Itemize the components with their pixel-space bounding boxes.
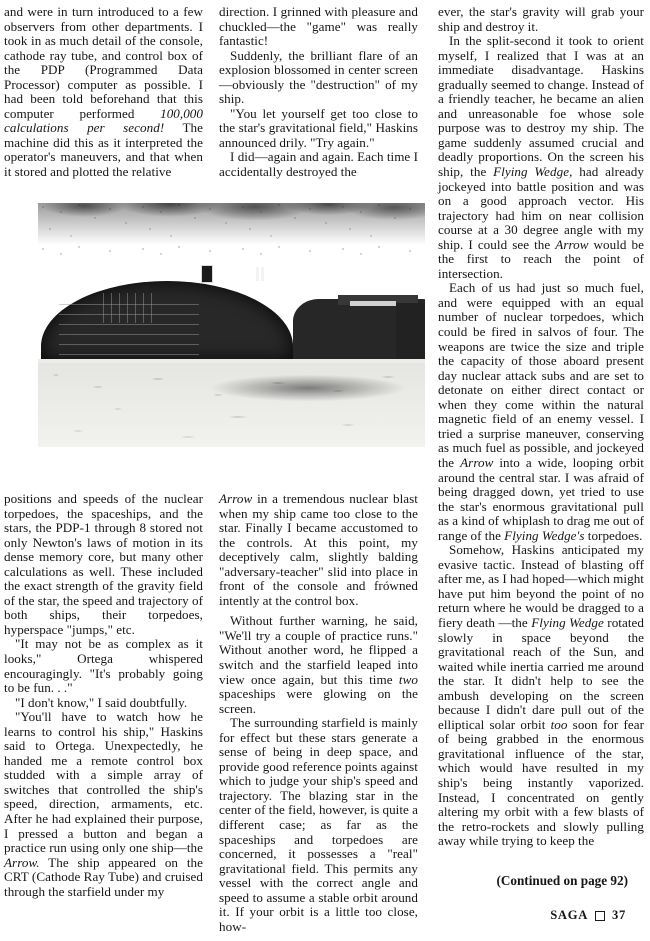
paragraph	[438, 281, 644, 543]
paragraph	[438, 543, 644, 848]
photo-standing-figures	[256, 267, 268, 281]
paragraph: "You let yourself get too close to the star's gravitational field," Haskins announced drily. "Try again."	[219, 105, 418, 150]
paragraph	[438, 34, 644, 281]
photo-entrance-door	[201, 265, 213, 283]
column-middle	[215, 0, 426, 941]
paragraph: "I don't know," I said doubtfully.	[15, 694, 188, 710]
para-text-cont: into a wide, looping orbit around the central star. I was afraid of being dragged down, yet tried to use the star's enormous gravitational pull as a kind of whiplash to drag me out of range of the	[438, 454, 644, 543]
paragraph: ever, the star's gravity will grab your ship and destroy it.	[438, 4, 644, 34]
paragraph	[4, 5, 203, 180]
paragraph: I did—again and again. Each time I accidentally destroyed the	[219, 149, 418, 180]
para-text-cont: The ship appeared on the CRT (Cathode Ray Tube) and cruised through the starfield under my	[4, 854, 203, 899]
column-left	[0, 0, 211, 941]
emphasis-arrow: Arrow	[555, 236, 589, 252]
para-text: In the split-second it took to orient myself, I realized that I was at an immediate disadvantage. Haskins gradually seemed to change. Instead of a friendly teacher, he became an alien and unreasonable foe whose sole purpose was to destroy my ship. The game suddenly assumed crucial and deadly proportions. On the screen his ship, the	[438, 33, 644, 180]
paragraph: direction. I grinned with pleasure and chuckled—the "game" was really fantastic!	[219, 4, 418, 49]
paragraph: Suddenly, the brilliant flare of an explosion blossomed in center screen—obviously the "destruction" of my ship.	[219, 47, 418, 107]
photo-annex-tower	[396, 303, 425, 361]
para-text-cont: rotated slowly in space beyond the gravitational reach of the Sun, and waited while inertia carried me around the star. It didn't help to see the ambush developing on the screen because I didn't dare pull out of the elliptical solar orbit	[438, 614, 644, 732]
magazine-name: SAGA	[550, 908, 588, 922]
photo-foreground-shadow	[188, 371, 425, 405]
para-text-cont: soon for fear of being grabbed in the enormous gravitational influence of the star, which would have resulted in my ship's being instantly vaporized. Instead, I concentrated on gently altering my orbit with a few blasts of the retro-rockets and slowly pulling away while trying to keep the	[438, 716, 644, 849]
emphasis-two: two	[398, 671, 418, 687]
para-text-cont: spaceships were glowing on the screen.	[219, 686, 418, 716]
photo-dome-building	[41, 281, 293, 361]
para-text-cont: would be the first to reach the point of intersection.	[438, 236, 645, 281]
page-number: 37	[612, 908, 626, 922]
emphasis-flying-wedge: Flying Wedge,	[493, 164, 573, 180]
para-text: in a tremendous nuclear blast when my ship came too close to the star. Finally I became accustomed to the controls. At this point, my deceptively calm, slightly balding "adversary-teacher" slid into place in front of the console and frówned intently at the control box.	[219, 491, 418, 608]
emphasis-flying-wedges: Flying Wedge's	[504, 527, 585, 543]
para-text: Without further warning, he said, "We'll try a couple of practice runs." Without another word, he flipped a switch and the starfield leaped into view once again, but this time	[219, 613, 418, 687]
paragraph	[219, 614, 418, 716]
emphasis-too: too	[550, 716, 568, 732]
emphasis-arrow: Arrow	[460, 454, 494, 470]
para-text: "You'll have to watch how he learns to control his ship," Haskins said to Ortega. Unexpectedly, he handed me a remote control box studded with a simple array of switches that controlled the ship's speed, direction, armaments, etc. After he had explained their purpose, I pressed a button and began a practice run using only one ship—the	[4, 709, 203, 856]
emphasis-flying-wedge: Flying Wedge	[531, 614, 604, 630]
para-text-cont: torpedoes.	[584, 527, 643, 543]
paragraph	[219, 492, 418, 608]
para-text-cont: had already jockeyed into battle position and was on a good approach vector. His trajectory had him on near collision course at a 30 degree angle with my ship. I could see the	[438, 164, 644, 252]
emphasis-arrow: Arrow.	[4, 854, 40, 870]
emphasis-calculations: 100,000 calculations per second!	[4, 105, 203, 136]
photo-sky-grain	[38, 203, 425, 255]
para-text: Each of us had just so much fuel, and were equipped with an equal number of nuclear torpedoes, which could be fired in salvos of four. The weapons are twice the size and triple the capacity of those aboard present day nuclear attack subs and are set to detonate on either direct contact or when they come within the natural magnetic field of an enemy vessel. I tried a surprise maneuver, conserving as much fuel as possible, and jockeyed the	[438, 280, 644, 470]
continued-note: (Continued on page 92)	[496, 873, 628, 888]
para-text: Somehow, Haskins anticipated my evasive tactic. Instead of blasting off after me, as I had hoped—which might have put him beyond the point of no return where he would be dragged to a fiery death —the	[438, 542, 644, 630]
paragraph	[4, 710, 203, 899]
photo-dome-window-grid	[96, 293, 156, 323]
photo-annex-highlight	[350, 301, 396, 306]
hollow-square-bullet-icon	[595, 911, 605, 921]
article-photograph	[38, 203, 425, 447]
paragraph: positions and speeds of the nuclear torpedoes, the spaceships, and the stars, the PDP-1 through 8 stored not only Newton's laws of motion in its dense memory core, but many other calculations as well. These included the exact strength of the gravity field of the star, the speed and trajectory of both ships, their torpedoes, hyperspace "jumps," etc.	[4, 491, 203, 637]
emphasis-arrow: Arrow	[219, 491, 253, 506]
column-right	[430, 0, 650, 941]
photo-image	[38, 203, 425, 447]
para-text: and were in turn introduced to a few observers from other departments. I took in as much detail of the console, cathode ray tube, and control box of the PDP (Programmed Data Processor) computer as possible. I had been told beforehand that this computer performed	[4, 4, 203, 121]
page-colophon	[550, 908, 626, 923]
para-text-cont: The machine did this as it interpreted the operator's maneuvers, and that when it stored and plotted the relative	[4, 120, 203, 180]
paragraph: The surrounding starfield is mainly for effect but these stars generate a sense of being in deep space, and provide good reference points against which to judge your ship's speed and trajectory. The blazing star in the center of the field, however, is quite a different case; as far as the spaceships and torpedoes are concerned, it possesses a "real" gravitational field. This permits any vessel with the correct angle and speed to assume a stable orbit around it. If your orbit is a little too close, how-	[219, 715, 418, 934]
paragraph: "It may not be as complex as it looks," Ortega whispered encouragingly. "It's probably going to be fun. . ."	[4, 636, 203, 696]
